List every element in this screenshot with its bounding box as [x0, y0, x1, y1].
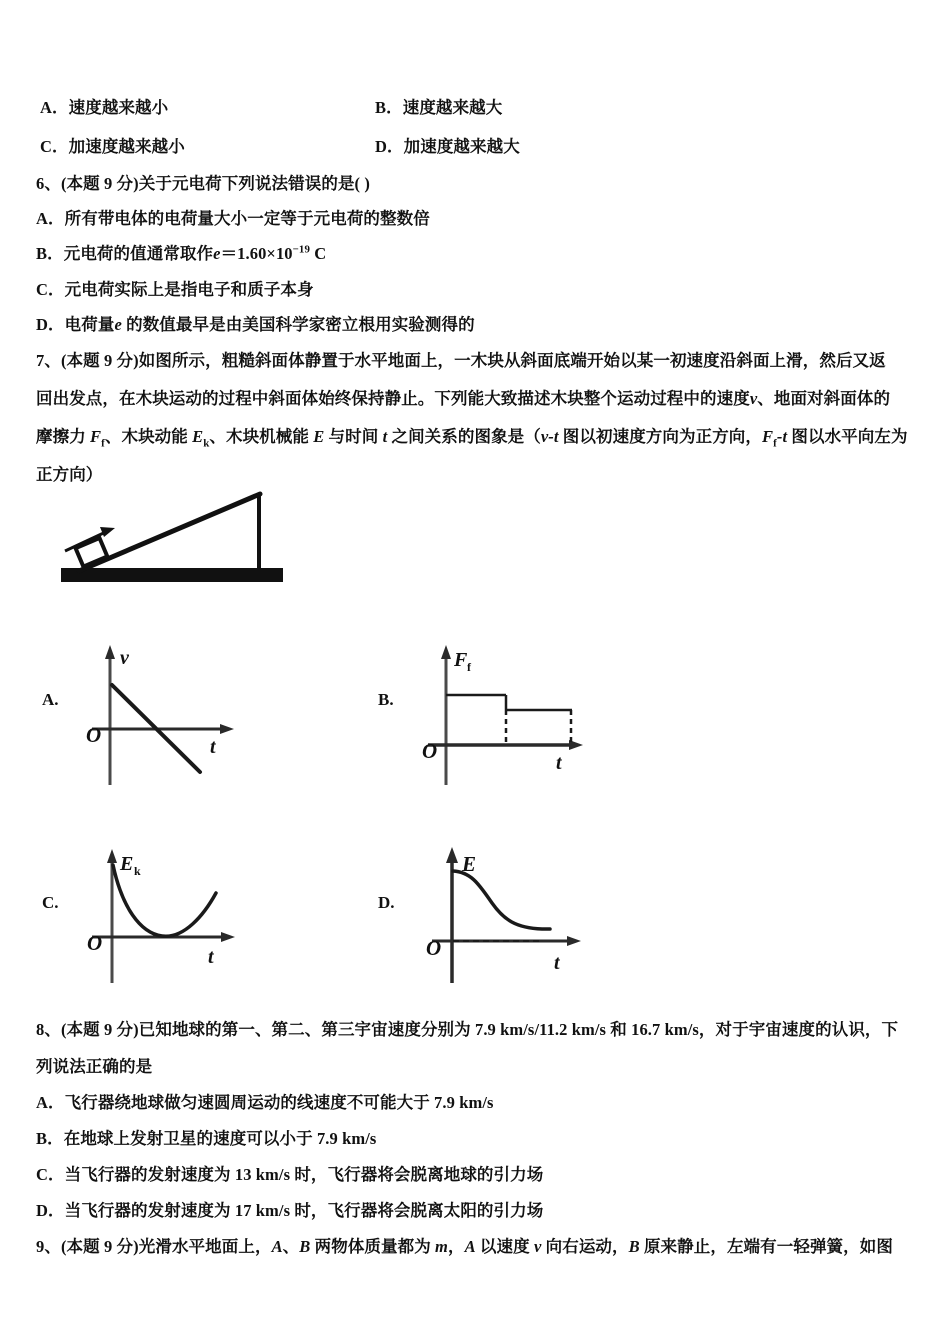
q6-option-d-text-post: 的数值最早是由美国科学家密立根用实验测得的	[121, 315, 475, 334]
q7-stem-line2	[36, 388, 890, 410]
q9-stem-a: 光滑水平地面上，	[138, 1237, 272, 1256]
q5-option-b-label: B．	[375, 98, 403, 117]
q8-option-d-label: D．	[36, 1201, 65, 1220]
svg-text:v: v	[120, 647, 129, 669]
q9-stem-f: 向右运动，	[541, 1237, 629, 1256]
svg-text:f: f	[467, 660, 471, 674]
q6-option-b	[36, 243, 326, 265]
friction-time-graph-icon	[420, 637, 605, 785]
q9-body-b2: B	[628, 1237, 640, 1256]
q8-stem-line1	[36, 1019, 898, 1041]
q8-stem-line2	[36, 1056, 152, 1078]
q6-option-d-label: D．	[36, 315, 65, 334]
q8-number: 8、	[36, 1020, 61, 1039]
q9-body-a: A	[271, 1237, 283, 1256]
q9-stem-d: ，	[447, 1237, 465, 1256]
q6-option-c	[36, 279, 314, 301]
svg-text:k: k	[134, 864, 141, 878]
q9-stem	[36, 1236, 893, 1258]
q7-stem-line2-tail: 、地面对斜面体的	[757, 389, 891, 408]
q5-option-d-text: 加速度越来越大	[403, 137, 520, 156]
q7-stem-line3-E-sub: k	[203, 437, 210, 450]
svg-text:E: E	[462, 852, 477, 876]
q7-stem-line3-vt: v-t	[540, 427, 559, 446]
q7-stem-line3-Ft2: -t	[776, 427, 788, 446]
q7-stem-line1-text: 如图所示，粗糙斜面体静置于水平地面上，一木块从斜面底端开始以某一初速度沿斜面上滑，然后又返	[138, 351, 886, 370]
q6-stem	[36, 173, 370, 195]
q9-mass-m: m	[435, 1237, 448, 1256]
svg-text:t: t	[210, 736, 216, 758]
q5-option-c-text: 加速度越来越小	[68, 137, 185, 156]
q9-body-a2: A	[464, 1237, 476, 1256]
q5-option-d-label: D．	[375, 137, 404, 156]
inclined-plane-figure	[55, 483, 300, 593]
q6-option-a	[36, 208, 430, 230]
q7-stem-line3-Ft-sub: f	[773, 437, 777, 450]
q6-option-b-text-pre: 元电荷的值通常取作	[63, 244, 214, 263]
q8-stem-line2-text: 列说法正确的是	[36, 1057, 153, 1076]
graph-a-label: A.	[42, 690, 59, 709]
velocity-time-graph-icon	[82, 637, 252, 785]
q9-stem-b: 、	[282, 1237, 300, 1256]
q8-option-a-text: 飞行器绕地球做匀速圆周运动的线速度不可能大于 7.9 km/s	[64, 1093, 494, 1112]
q9-body-b: B	[299, 1237, 311, 1256]
q6-option-a-label: A．	[36, 209, 65, 228]
q6-option-c-label: C．	[36, 280, 65, 299]
q7-stem-line3-f: 图以初速度方向为正方向，	[558, 427, 763, 446]
svg-text:E: E	[120, 853, 134, 875]
q6-stem-text: 关于元电荷下列说法错误的是( )	[138, 174, 370, 193]
q7-stem-line2-v: v	[749, 389, 758, 408]
q8-stem-line1-text: 已知地球的第一、第二、第三宇宙速度分别为 7.9 km/s/11.2 km/s 和 16.7 km/s，对于宇宙速度的认识，下	[138, 1020, 899, 1039]
q8-option-c-label: C．	[36, 1165, 65, 1184]
svg-text:O: O	[87, 931, 103, 955]
q6-marks: (本题 9 分)	[60, 174, 139, 193]
graph-d-figure	[420, 841, 610, 983]
q6-option-c-text: 元电荷实际上是指电子和质子本身	[64, 280, 314, 299]
q8-option-d	[36, 1200, 543, 1222]
graph-d-label: D.	[378, 893, 395, 912]
q6-option-b-label: B．	[36, 244, 64, 263]
q5-option-b	[375, 97, 502, 119]
graph-b-label: B.	[378, 690, 394, 709]
graph-b-figure	[420, 637, 605, 785]
q5-option-b-text: 速度越来越大	[402, 98, 503, 117]
q7-stem-line3-E: E	[192, 427, 204, 446]
q5-option-c	[40, 136, 185, 158]
q9-marks: (本题 9 分)	[60, 1237, 139, 1256]
q7-stem-line3-F: F	[90, 427, 102, 446]
q7-stem-line3-a: 摩擦力	[36, 427, 91, 446]
q5-option-a	[40, 97, 168, 119]
svg-text:F: F	[454, 649, 468, 671]
q7-stem-line3-E2: E	[313, 427, 325, 446]
svg-text:O: O	[426, 936, 442, 960]
q8-option-a	[36, 1092, 494, 1114]
svg-text:O: O	[422, 739, 438, 763]
svg-text:t: t	[208, 946, 214, 968]
q8-option-b-text: 在地球上发射卫星的速度可以小于 7.9 km/s	[63, 1129, 377, 1148]
q6-number: 6、	[36, 174, 61, 193]
q5-option-d	[375, 136, 520, 158]
graph-c-figure	[82, 841, 262, 983]
q8-option-b-label: B．	[36, 1129, 64, 1148]
q5-option-c-label: C．	[40, 137, 69, 156]
q9-stem-c: 两物体质量都为	[310, 1237, 436, 1256]
kinetic-energy-time-graph-icon	[82, 841, 262, 983]
q8-option-a-label: A．	[36, 1093, 65, 1112]
q7-stem-line3	[36, 426, 908, 448]
q6-option-b-exponent: −19	[292, 243, 311, 256]
q7-number: 7、	[36, 351, 61, 370]
q8-marks: (本题 9 分)	[60, 1020, 139, 1039]
q6-option-b-text-mid: ＝1.60×10	[220, 244, 293, 263]
q6-option-b-text-post: C	[310, 244, 327, 263]
q7-stem-line3-c: 、木块机械能	[209, 427, 314, 446]
q6-option-d-var: e	[114, 315, 122, 334]
svg-text:O: O	[86, 723, 102, 747]
q5-option-a-text: 速度越来越小	[68, 98, 169, 117]
q6-option-a-text: 所有带电体的电荷量大小一定等于元电荷的整数倍	[64, 209, 430, 228]
q7-stem-line3-F-sub: f	[101, 437, 105, 450]
q7-stem-line3-b: 、木块动能	[104, 427, 193, 446]
q6-option-d-text-pre: 电荷量	[64, 315, 115, 334]
q7-stem-line2-text: 回出发点，在木块运动的过程中斜面体始终保持静止。下列能大致描述木块整个运动过程中的速度	[36, 389, 750, 408]
q8-option-d-text: 当飞行器的发射速度为 17 km/s 时，飞行器将会脱离太阳的引力场	[64, 1201, 544, 1220]
graph-c-label: C.	[42, 893, 59, 912]
q8-option-c-text: 当飞行器的发射速度为 13 km/s 时，飞行器将会脱离地球的引力场	[64, 1165, 544, 1184]
graph-a-figure	[82, 637, 252, 785]
q7-stem-line3-d: 与时间	[324, 427, 383, 446]
q9-stem-g: 原来静止，左端有一轻弹簧，如图	[639, 1237, 893, 1256]
q6-option-d	[36, 314, 475, 336]
q7-stem-line3-g: 图以水平向左为	[787, 427, 908, 446]
q7-marks: (本题 9 分)	[60, 351, 139, 370]
inclined-plane-icon	[55, 483, 300, 593]
svg-text:t: t	[556, 752, 562, 774]
q7-stem-line1	[36, 350, 886, 372]
q8-option-c	[36, 1164, 543, 1186]
q8-option-b	[36, 1128, 376, 1150]
q9-velocity-v: v	[533, 1237, 542, 1256]
svg-text:t: t	[554, 952, 560, 974]
q7-stem-line3-e: 之间关系的图象是（	[387, 427, 541, 446]
q7-stem-line3-Ft: F	[762, 427, 774, 446]
q9-number: 9、	[36, 1237, 61, 1256]
q9-stem-e: 以速度	[475, 1237, 534, 1256]
q7-stem-line3-t: t	[382, 427, 388, 446]
q6-option-b-var: e	[213, 244, 221, 263]
q7-stem-line4-text: 正方向）	[36, 465, 103, 484]
q5-option-a-label: A．	[40, 98, 69, 117]
mechanical-energy-time-graph-icon	[420, 841, 610, 983]
